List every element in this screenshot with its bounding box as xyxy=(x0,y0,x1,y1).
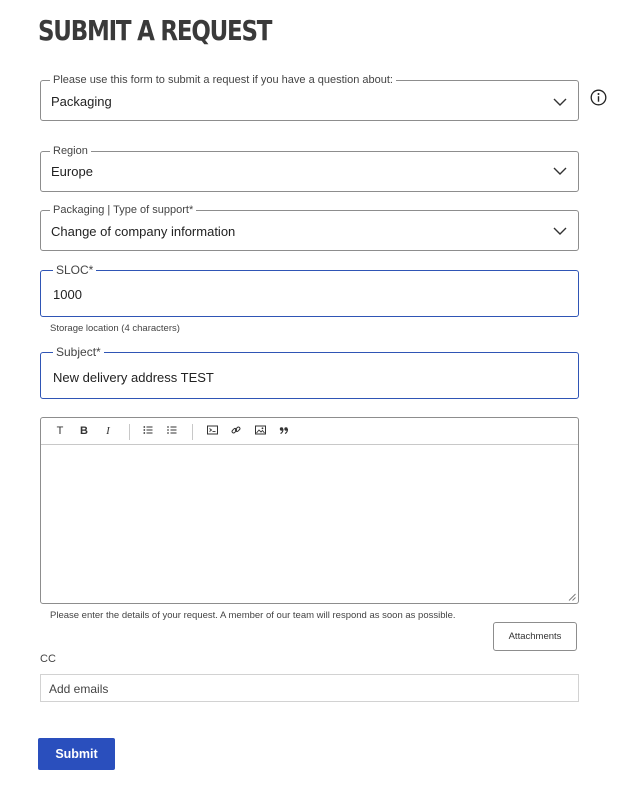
sloc-input-label: SLOC* xyxy=(53,263,96,277)
numbered-list-icon[interactable] xyxy=(165,424,179,438)
attachments-button[interactable]: Attachments xyxy=(493,622,577,651)
editor-toolbar xyxy=(41,418,578,445)
chevron-down-icon xyxy=(553,226,567,236)
region-select[interactable] xyxy=(40,145,579,192)
info-icon[interactable] xyxy=(590,89,607,106)
image-icon[interactable] xyxy=(253,424,267,438)
sloc-input[interactable] xyxy=(40,263,579,317)
toolbar-divider xyxy=(129,424,130,440)
subject-input[interactable] xyxy=(40,345,579,399)
support-type-select-label: Packaging | Type of support* xyxy=(50,203,196,217)
sloc-hint: Storage location (4 characters) xyxy=(50,323,180,334)
topic-select[interactable] xyxy=(40,74,579,121)
submit-button[interactable]: Submit xyxy=(38,738,115,770)
bullet-list-icon[interactable] xyxy=(141,424,155,438)
chevron-down-icon xyxy=(553,166,567,176)
topic-select-value: Packaging xyxy=(51,94,112,109)
description-hint: Please enter the details of your request. A member of our team will respond as soon as possible. xyxy=(50,610,456,621)
quote-icon[interactable] xyxy=(277,424,291,438)
support-type-select-value: Change of company information xyxy=(51,224,236,239)
page-title: SUBMIT A REQUEST xyxy=(38,14,272,47)
bold-icon[interactable]: B xyxy=(80,425,88,437)
text-format-icon[interactable]: T xyxy=(56,425,64,437)
code-block-icon[interactable] xyxy=(205,424,219,438)
toolbar-divider xyxy=(192,424,193,440)
cc-email-input[interactable] xyxy=(40,674,579,702)
topic-select-label: Please use this form to submit a request if you have a question about: xyxy=(50,73,396,87)
cc-email-placeholder: Add emails xyxy=(49,682,109,696)
cc-label: CC xyxy=(40,653,56,665)
sloc-input-value: 1000 xyxy=(53,287,82,302)
support-type-select[interactable] xyxy=(40,204,579,251)
subject-input-value: New delivery address TEST xyxy=(53,370,214,385)
subject-input-label: Subject* xyxy=(53,345,104,359)
link-icon[interactable] xyxy=(229,424,243,438)
chevron-down-icon xyxy=(553,97,567,107)
description-editor[interactable] xyxy=(40,417,579,604)
resize-handle-icon[interactable] xyxy=(568,593,576,601)
italic-icon[interactable]: I xyxy=(106,425,110,437)
region-select-value: Europe xyxy=(51,164,93,179)
region-select-label: Region xyxy=(50,144,91,158)
